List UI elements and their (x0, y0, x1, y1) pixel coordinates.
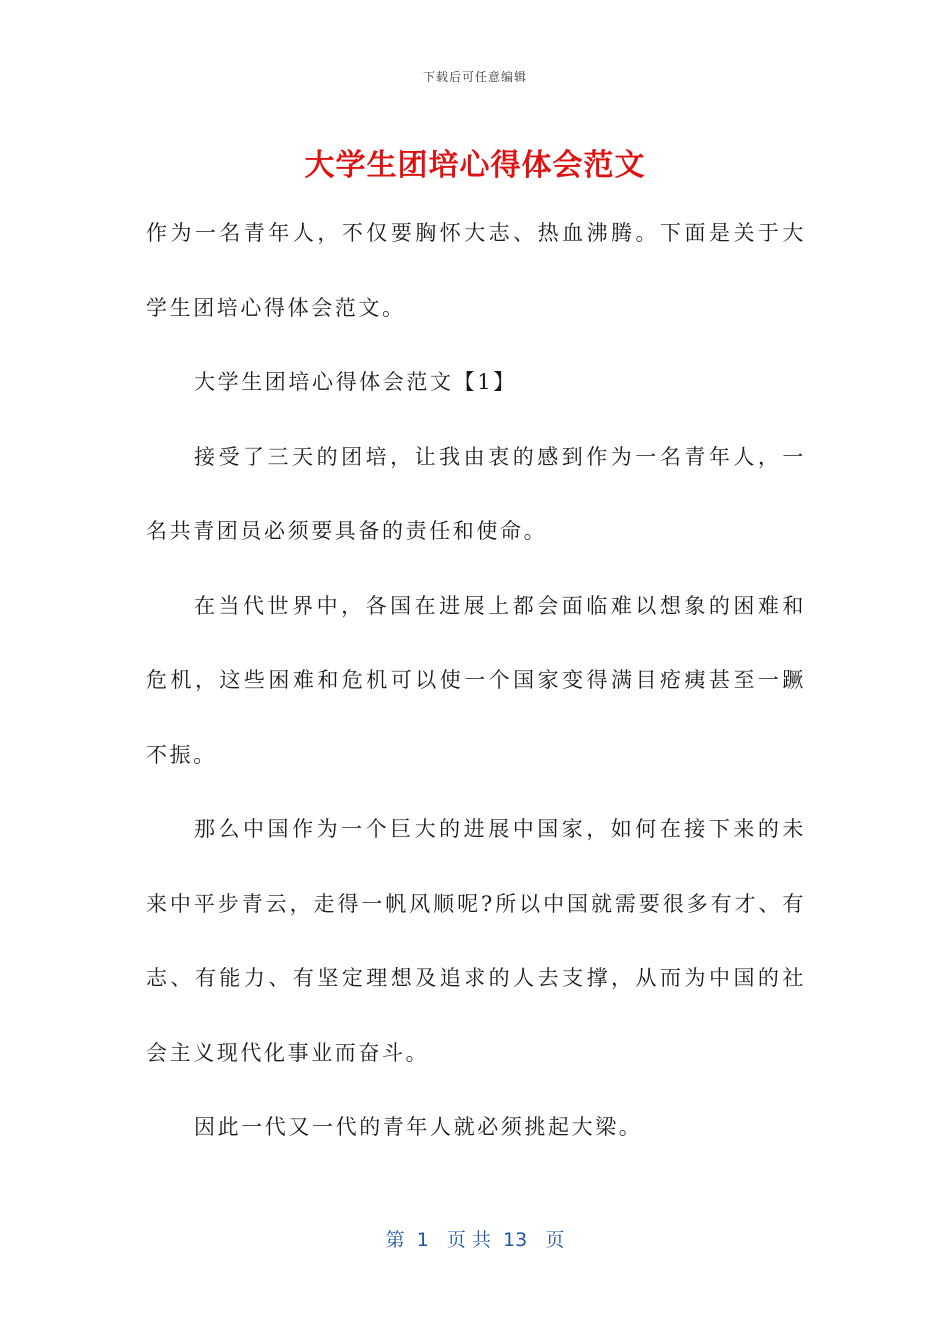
document-title: 大学生团培心得体会范文 (304, 148, 646, 183)
body-paragraph: 因此一代又一代的青年人就必须挑起大梁。 (194, 1115, 643, 1139)
document-body (146, 196, 806, 1165)
page-number-footer: 第 1 页 共 13 页 (385, 1229, 565, 1251)
intro-paragraph: 作为一名青年人，不仅要胸怀大志、热血沸腾。下面是关于大学生团培心得体会范文。 (146, 221, 806, 320)
body-paragraph: 那么中国作为一个巨大的进展中国家，如何在接下来的未来中平步青云，走得一帆风顺呢?所以中国就需要很多有才、有志、有能力、有坚定理想及追求的人去支撑，从而为中国的社会主义现代化事业而奋斗。 (146, 817, 806, 1065)
header-note: 下载后可任意编辑 (422, 70, 527, 84)
section-heading: 大学生团培心得体会范文【1】 (194, 370, 517, 394)
body-paragraph: 接受了三天的团培，让我由衷的感到作为一名青年人，一名共青团员必须要具备的责任和使命。 (146, 444, 806, 543)
body-paragraph: 在当代世界中，各国在进展上都会面临难以想象的困难和危机，这些困难和危机可以使一个国家变得满目疮痍甚至一蹶不振。 (146, 593, 806, 767)
